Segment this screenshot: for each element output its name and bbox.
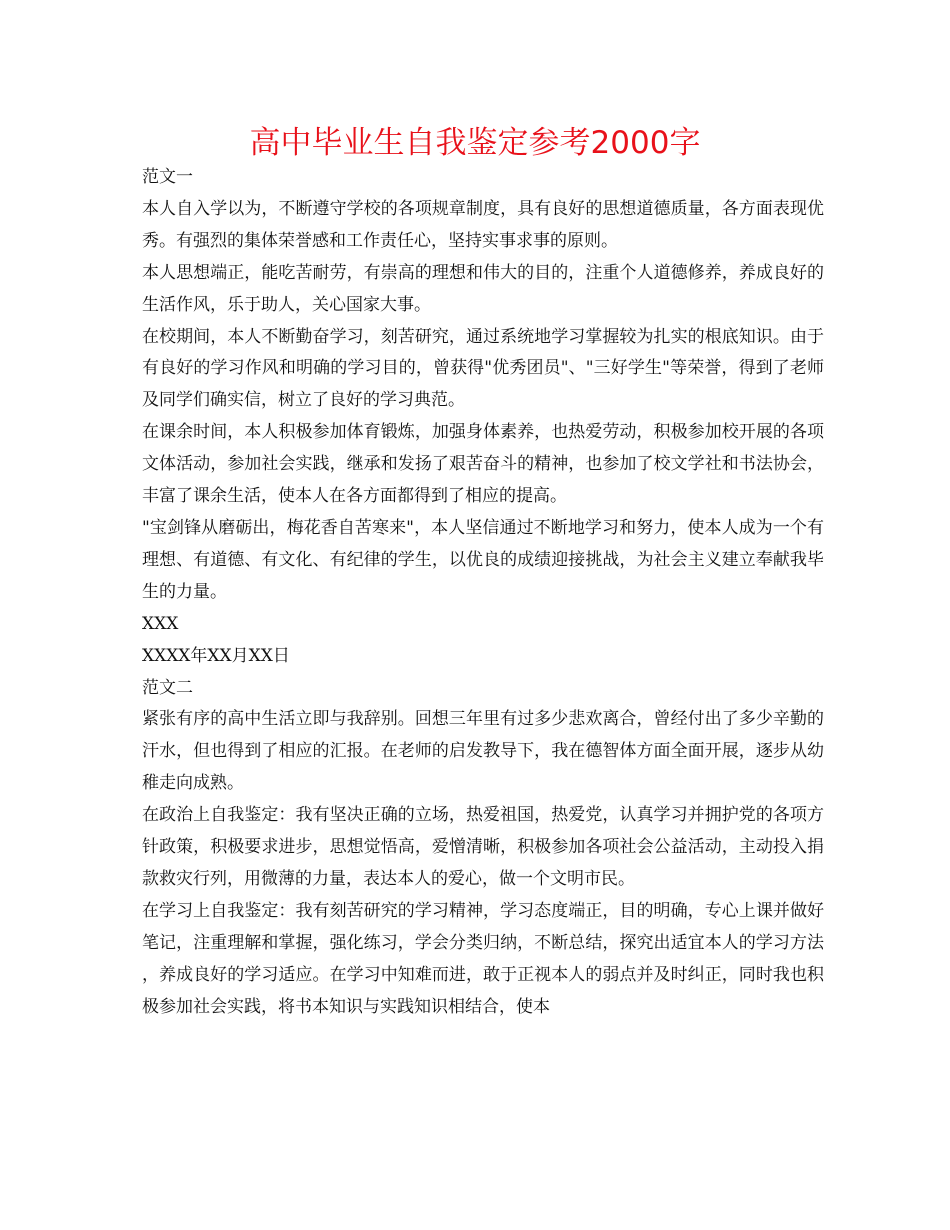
paragraph: 在政治上自我鉴定：我有坚决正确的立场，热爱祖国，热爱党，认真学习并拥护党的各项方针政策，积极要求进步，思想觉悟高，爱憎清晰，积极参加各项社会公益活动，主动投入捐款救灾行列，用微薄的力量，表达本人的爱心，做一个文明市民。 [142, 805, 824, 889]
paragraph: "宝剑锋从磨砺出，梅花香自苦寒来"，本人坚信通过不断地学习和努力，使本人成为一个有理想、有道德、有文化、有纪律的学生，以优良的成绩迎接挑战，为社会主义建立奉献我毕生的力量。 [142, 517, 824, 602]
signature-date: XXXX年XX月XX日 [142, 645, 290, 666]
paragraph: 紧张有序的高中生活立即与我辞别。回想三年里有过多少悲欢离合，曾经付出了多少辛勤的汗水，但也得到了相应的汇报。在老师的启发教导下，我在德智体方面全面开展，逐步从幼稚走向成熟。 [142, 709, 824, 794]
paragraph: 本人自入学以为，不断遵守学校的各项规章制度，具有良好的思想道德质量，各方面表现优秀。有强烈的集体荣誉感和工作责任心，坚持实事求事的原则。 [142, 198, 824, 251]
document-body [142, 162, 824, 1023]
paragraph: 在学习上自我鉴定：我有刻苦研究的学习精神，学习态度端正，目的明确，专心上课并做好笔记，注重理解和掌握，强化练习，学会分类归纳，不断总结，探究出适宜本人的学习方法，养成良好的学习适应。在学习中知难而进，敢于正视本人的弱点并及时纠正，同时我也积极参加社会实践，将书本知识与实践知识相结合，使本 [142, 900, 824, 1017]
signature-name: XXX [142, 613, 179, 634]
section-heading-2: 范文二 [142, 677, 193, 698]
paragraph: 在校期间，本人不断勤奋学习，刻苦研究，通过系统地学习掌握较为扎实的根底知识。由于有良好的学习作风和明确的学习目的，曾获得"优秀团员"、"三好学生"等荣誉，得到了老师及同学们确实信，树立了良好的学习典范。 [142, 326, 824, 411]
paragraph: 在课余时间，本人积极参加体育锻炼，加强身体素养，也热爱劳动，积极参加校开展的各项文体活动，参加社会实践，继承和发扬了艰苦奋斗的精神，也参加了校文学社和书法协会，丰富了课余生活，使本人在各方面都得到了相应的提高。 [142, 422, 824, 507]
paragraph: 本人思想端正，能吃苦耐劳，有崇高的理想和伟大的目的，注重个人道德修养，养成良好的生活作风，乐于助人，关心国家大事。 [142, 262, 824, 315]
document-title: 高中毕业生自我鉴定参考2000字 [249, 125, 701, 161]
section-heading-1: 范文一 [142, 167, 193, 187]
